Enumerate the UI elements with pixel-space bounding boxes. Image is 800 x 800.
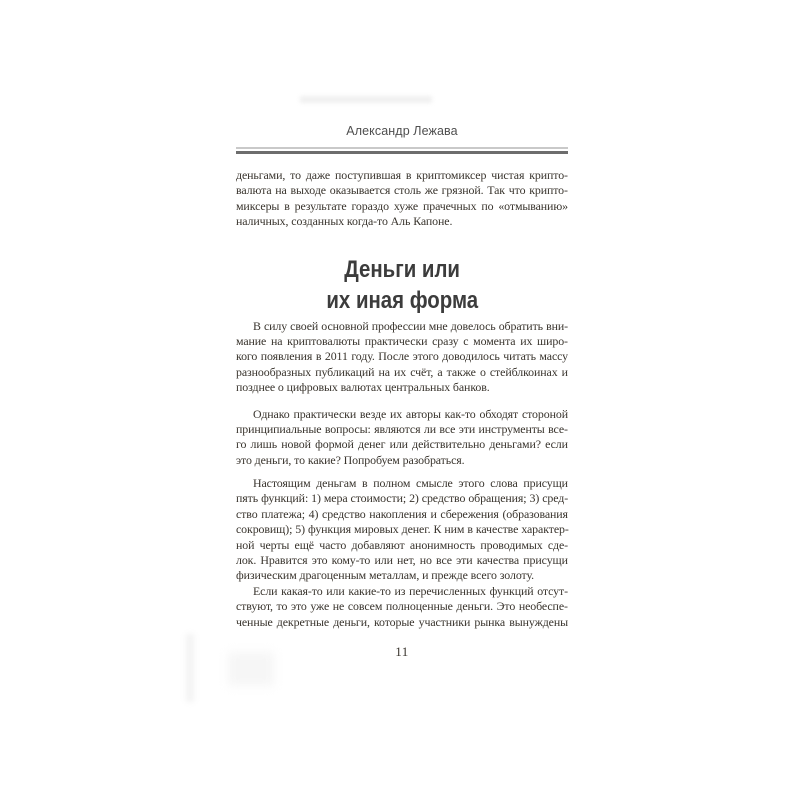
chapter-title-text: Деньги или bbox=[344, 255, 460, 283]
text-line: разнообразных публикаций на их счёт, а также о стейблкоинах и bbox=[236, 364, 568, 379]
header-rule bbox=[236, 147, 568, 154]
text-line: В силу своей основной профессии мне довелось обратить вни- bbox=[253, 318, 568, 333]
text-line: наличных, созданных когда-то Аль Капоне. bbox=[236, 214, 453, 229]
page-number: 11 bbox=[395, 643, 409, 659]
header-rule-light-line bbox=[236, 147, 568, 149]
intro-paragraph-slot bbox=[236, 168, 568, 230]
text-line: мание на криптовалюты практически сразу с момента их широ- bbox=[236, 333, 568, 348]
body-paragraph bbox=[236, 584, 568, 630]
running-head: Александр Лежава bbox=[346, 124, 458, 138]
text-line: ной черты ещё часто добавляют анонимность проводимых сде- bbox=[236, 537, 568, 552]
header-rule-dark-line bbox=[236, 151, 568, 154]
text-line: сокровищ); 5) функция мировых денег. К ним в качестве характер- bbox=[236, 522, 569, 537]
text-line: это деньги, то какие? Попробуем разобраться. bbox=[236, 452, 465, 467]
chapter-title bbox=[236, 254, 568, 316]
text-line: пять функций: 1) мера стоимости; 2) средство обращения; 3) сред- bbox=[236, 491, 569, 506]
scan-artifact bbox=[300, 96, 432, 103]
scan-artifact bbox=[186, 634, 194, 702]
text-line: лок. Нравится это кому-то или нет, но все эти качества присущи bbox=[236, 553, 568, 568]
body-paragraph bbox=[236, 407, 568, 469]
text-line: го лишь новой формой денег или действительно деньгами? если bbox=[236, 437, 568, 452]
text-line: ствуют, то это уже не совсем полноценные деньги. Это необеспе- bbox=[236, 599, 568, 614]
text-line: физическим драгоценным металлам, и прежде всего золоту. bbox=[236, 568, 534, 583]
chapter-title-line-2 bbox=[236, 285, 568, 316]
text-line: Если какая-то или какие-то из перечисленных функций отсут- bbox=[253, 583, 568, 598]
text-line: принципиальные вопросы: являются ли все эти инструменты все- bbox=[236, 421, 568, 436]
chapter-title-text: их иная форма bbox=[326, 286, 478, 314]
chapter-title-line-1 bbox=[236, 254, 568, 285]
body-paragraphs-slot bbox=[236, 319, 568, 630]
text-line: миксеры в результате гораздо хуже прачечных по «отмыванию» bbox=[236, 198, 568, 213]
text-line: ство платежа; 4) средство накопления и сбережения (образования bbox=[236, 506, 568, 521]
text-line: Настоящим деньгам в полном смысле этого слова присущи bbox=[253, 476, 568, 491]
body-paragraph bbox=[236, 319, 568, 396]
body-paragraph bbox=[236, 476, 568, 584]
text-line: Однако практически везде их авторы как-то обходят стороной bbox=[253, 406, 568, 421]
text-line: ченные декретные деньги, которые участники рынка вынуждены bbox=[236, 614, 568, 629]
text-line: позднее о цифровых валютах центральных банков. bbox=[236, 380, 490, 395]
text-line: деньгами, то даже поступившая в криптомиксер чистая крипто- bbox=[236, 168, 568, 182]
text-line: кого появления в 2011 году. После этого доводилось читать массу bbox=[236, 349, 568, 364]
body-paragraph bbox=[236, 168, 568, 230]
text-line: валюта на выходе оказывается столь же грязной. Так что крипто- bbox=[236, 183, 568, 198]
text-column bbox=[236, 124, 568, 660]
